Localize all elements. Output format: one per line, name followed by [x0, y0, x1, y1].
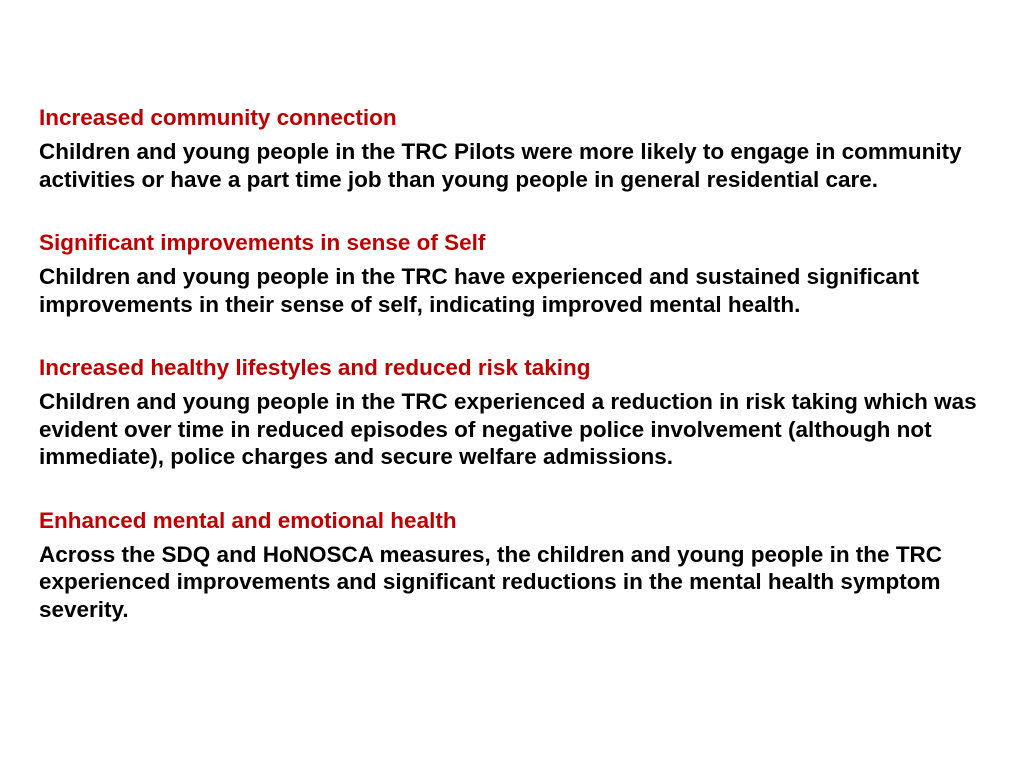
section-mental-health: [39, 507, 1004, 624]
section-body: Children and young people in the TRC Pilots were more likely to engage in community activities or have a part time job than young people in general residential care.: [39, 139, 962, 192]
section-body: Across the SDQ and HoNOSCA measures, the children and young people in the TRC experienced improvements and significant reductions in the mental health symptom severity.: [39, 541, 943, 622]
section-heading: Increased community connection: [39, 105, 397, 130]
section-sense-of-self: [39, 229, 1004, 318]
section-heading: Significant improvements in sense of Self: [39, 230, 486, 255]
section-healthy-lifestyles: [39, 354, 1004, 471]
slide-content: [39, 104, 1004, 659]
section-community-connection: [39, 104, 1004, 193]
section-heading: Enhanced mental and emotional health: [39, 507, 457, 533]
section-heading: Increased healthy lifestyles and reduced risk taking: [39, 355, 591, 380]
section-body: Children and young people in the TRC experienced a reduction in risk taking which was evident over time in reduced episodes of negative police involvement (although not immediate), police charges and secure welfare admissions.: [39, 389, 977, 469]
section-body: Children and young people in the TRC have experienced and sustained significant improvements in their sense of self, indicating improved mental health.: [39, 264, 920, 317]
